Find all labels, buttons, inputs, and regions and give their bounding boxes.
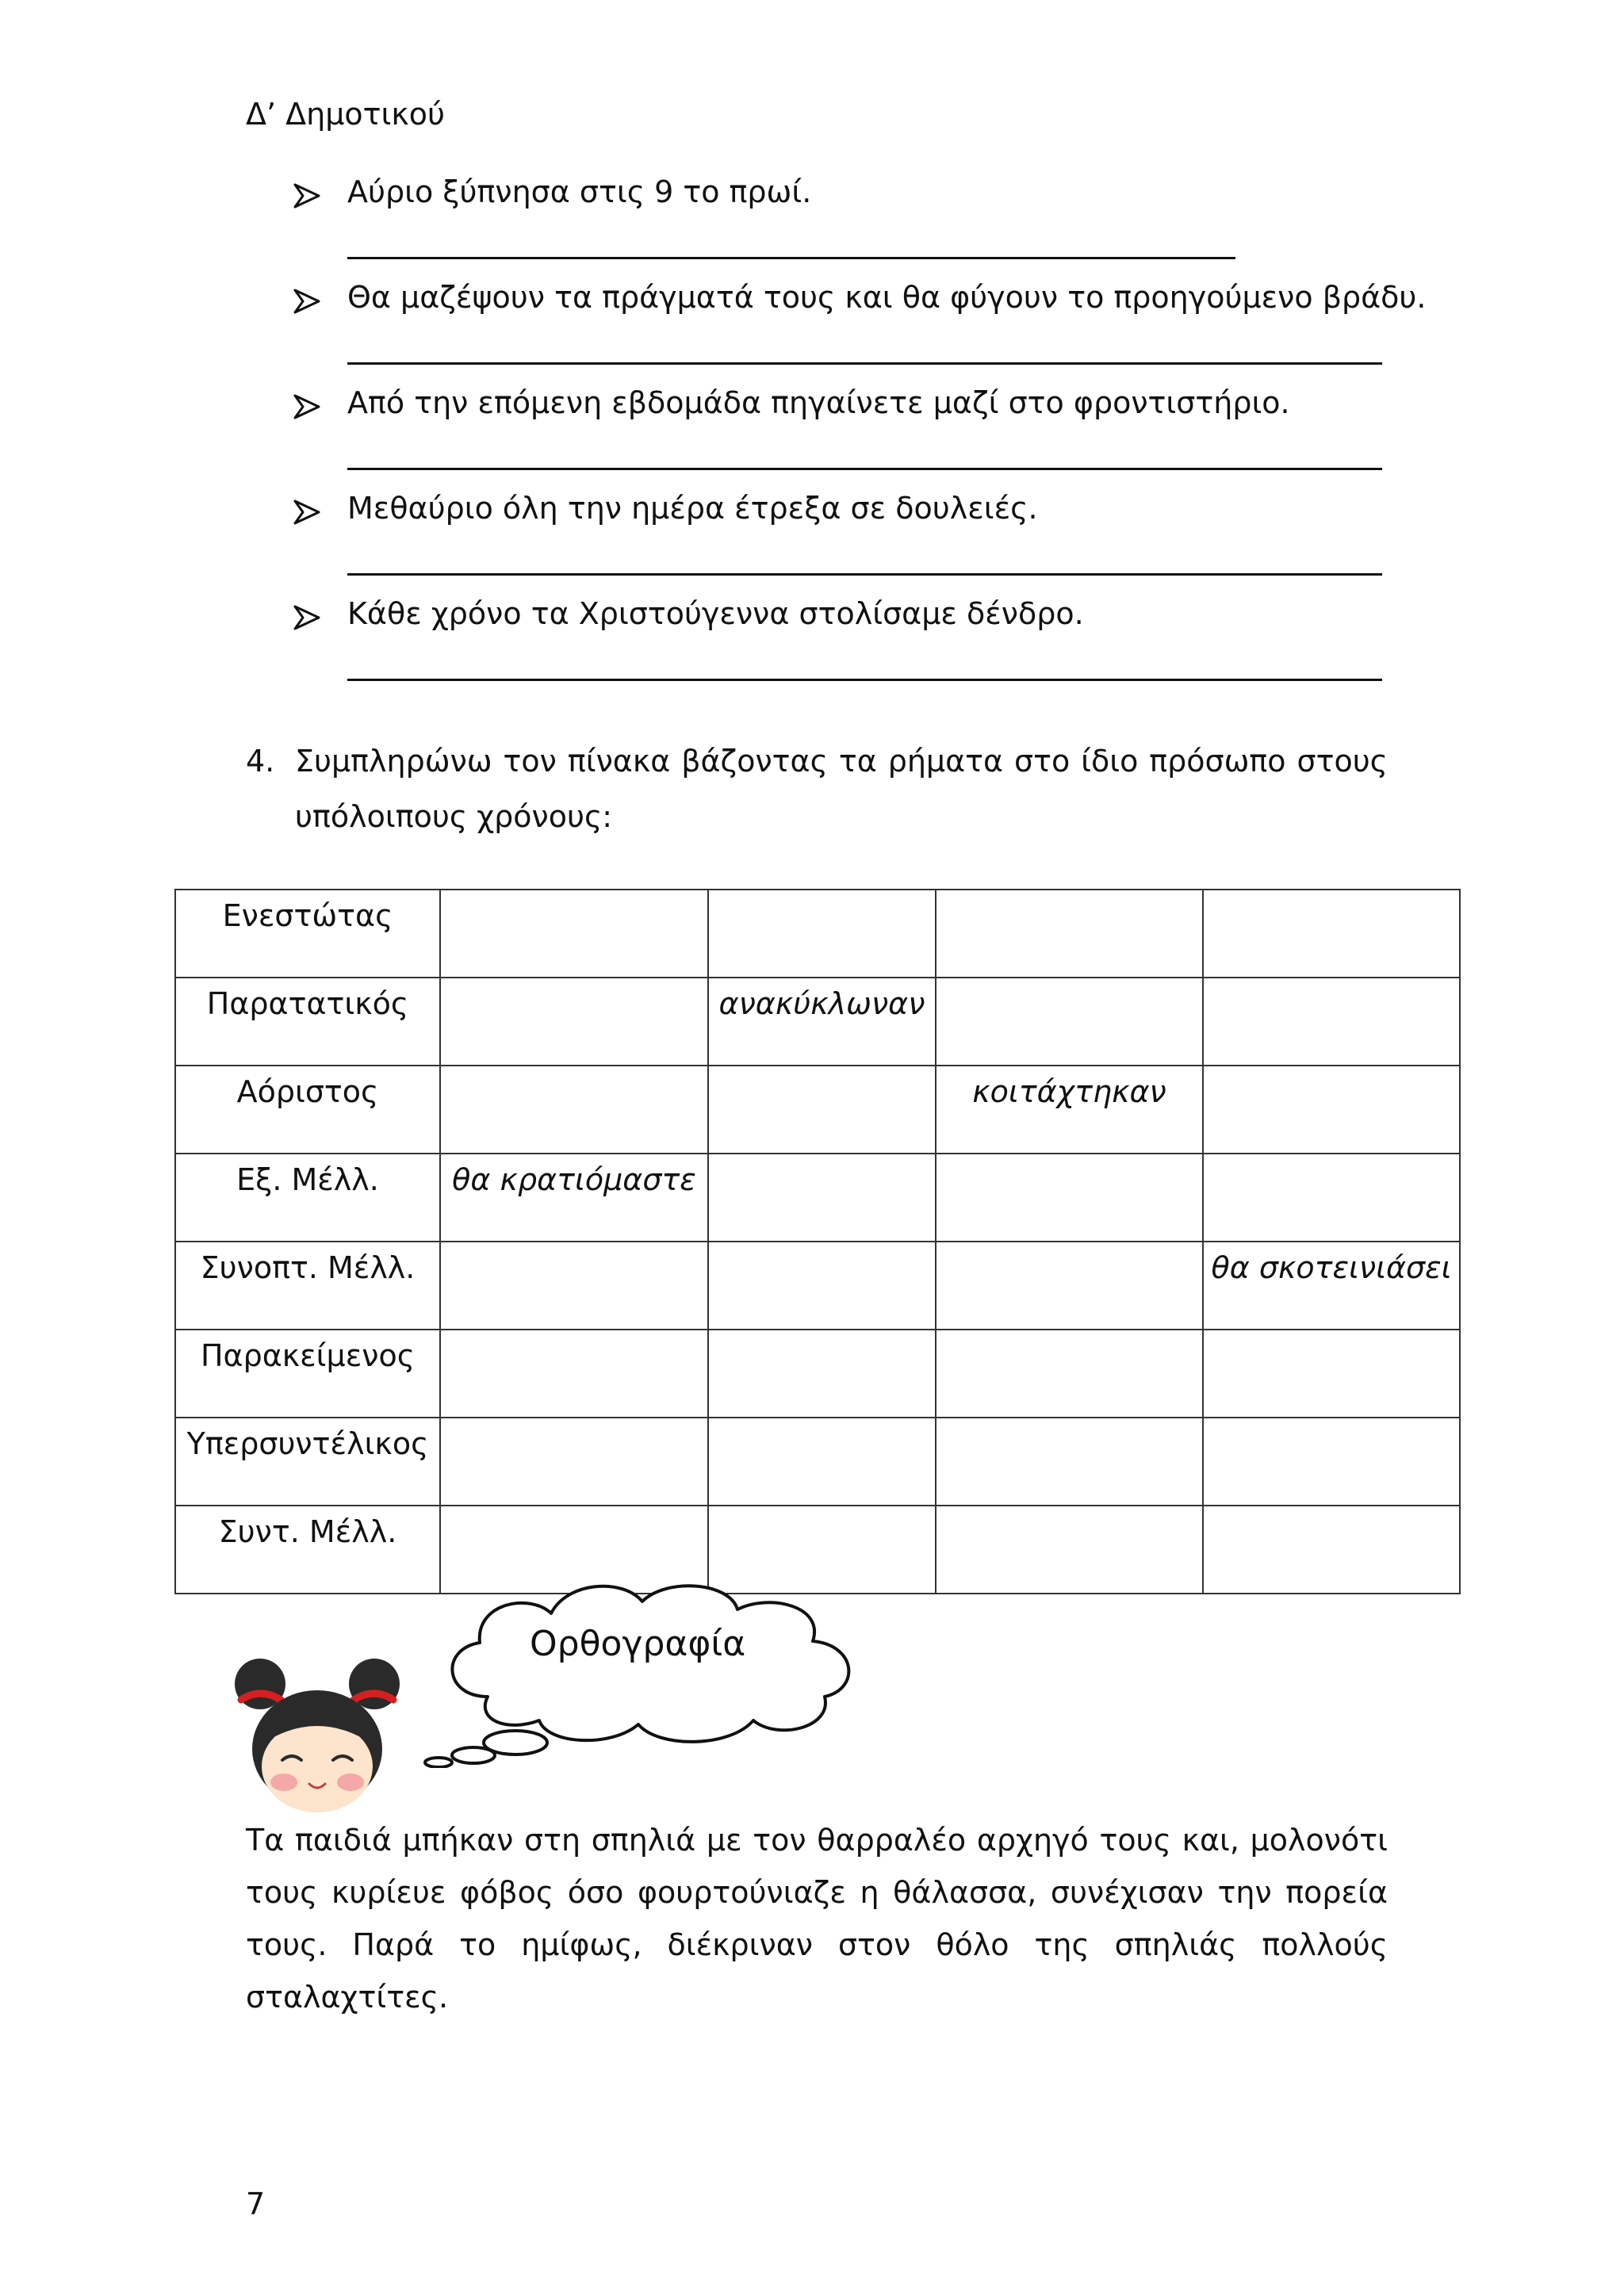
list-item (293, 491, 1404, 596)
table-cell[interactable] (1203, 1066, 1460, 1154)
table-cell[interactable] (708, 1154, 936, 1242)
tense-label: Αόριστος (175, 1066, 440, 1154)
table-cell[interactable] (1203, 1154, 1460, 1242)
tense-label: Παρακείμενος (175, 1330, 440, 1418)
table-cell[interactable]: θα σκοτεινιάσει (1203, 1242, 1460, 1330)
arrow-bullet-icon (293, 604, 320, 631)
table-cell[interactable] (440, 978, 708, 1066)
sentence-text: Κάθε χρόνο τα Χριστούγεννα στολίσαμε δένδρο. (347, 596, 1084, 631)
arrow-bullet-icon (293, 393, 320, 420)
tense-table (174, 889, 1461, 1594)
table-cell[interactable] (440, 1066, 708, 1154)
tense-label: Εξ. Μέλλ. (175, 1154, 440, 1242)
list-item (293, 174, 1404, 280)
table-cell[interactable] (936, 1418, 1203, 1506)
table-cell[interactable]: θα κρατιόμαστε (440, 1154, 708, 1242)
spelling-paragraph: Τα παιδιά μπήκαν στη σπηλιά με τον θαρραλέο αρχηγό τους και, μολονότι τους κυρίευε φόβος όσο φουρτούνιαζε η θάλασσα, συνέχισαν την πορεία τους. Παρά το ημίφως, διέκριναν στον θόλο της σπηλιάς πολλούς σταλαχτίτες. (246, 1823, 1388, 2015)
table-cell[interactable] (708, 1242, 936, 1330)
table-row (175, 1066, 1460, 1154)
table-cell[interactable] (708, 1330, 936, 1418)
girl-avatar-icon (230, 1655, 404, 1814)
table-cell[interactable] (936, 1242, 1203, 1330)
tense-label: Συνοπτ. Μέλλ. (175, 1242, 440, 1330)
list-item (293, 385, 1404, 491)
exercise-text-line1: Συμπληρώνω τον πίνακα βάζοντας τα ρήματα στο ίδιο πρόσωπο στους (295, 744, 1388, 779)
table-row (175, 890, 1460, 978)
table-cell[interactable] (936, 1506, 1203, 1594)
arrow-bullet-icon (293, 182, 320, 209)
exercise-number: 4. (246, 744, 275, 779)
sentence-text: Θα μαζέψουν τα πράγματά τους και θα φύγουν το προηγούμενο βράδυ. (347, 280, 1427, 315)
list-item (293, 596, 1404, 702)
table-row (175, 978, 1460, 1066)
table-cell[interactable] (708, 1066, 936, 1154)
table-cell[interactable] (708, 1418, 936, 1506)
spelling-title: Ορθογραφία (530, 1624, 746, 1664)
table-cell[interactable] (440, 1242, 708, 1330)
tense-label: Υπερσυντέλικος (175, 1418, 440, 1506)
table-cell[interactable] (936, 978, 1203, 1066)
answer-line[interactable] (347, 679, 1382, 681)
page-number: 7 (246, 2187, 266, 2221)
arrow-bullet-icon (293, 288, 320, 315)
table-cell[interactable]: ανακύκλωναν (708, 978, 936, 1066)
tense-label: Συντ. Μέλλ. (175, 1506, 440, 1594)
table-cell[interactable] (936, 1330, 1203, 1418)
table-row (175, 1330, 1460, 1418)
table-cell[interactable] (936, 1154, 1203, 1242)
tense-label: Παρατατικός (175, 978, 440, 1066)
page-header-grade: Δ’ Δημοτικού (246, 97, 446, 132)
table-row (175, 1418, 1460, 1506)
sentence-text: Από την επόμενη εβδομάδα πηγαίνετε μαζί στο φροντιστήριο. (347, 385, 1290, 420)
table-row (175, 1242, 1460, 1330)
table-cell[interactable]: κοιτάχτηκαν (936, 1066, 1203, 1154)
answer-line[interactable] (347, 573, 1382, 576)
table-cell[interactable] (440, 1418, 708, 1506)
table-cell[interactable] (936, 890, 1203, 978)
answer-line[interactable] (347, 362, 1382, 365)
exercise-text-line2: υπόλοιπους χρόνους: (295, 799, 613, 834)
table-cell[interactable] (1203, 890, 1460, 978)
tense-label: Ενεστώτας (175, 890, 440, 978)
sentence-list (293, 174, 1427, 702)
answer-line[interactable] (347, 468, 1382, 470)
sentence-text: Μεθαύριο όλη την ημέρα έτρεξα σε δουλειές. (347, 491, 1038, 526)
table-cell[interactable] (1203, 978, 1460, 1066)
thought-cloud-icon (412, 1578, 872, 1768)
table-row (175, 1154, 1460, 1242)
sentence-text: Αύριο ξύπνησα στις 9 το πρωί. (347, 174, 812, 209)
list-item (293, 280, 1427, 385)
table-cell[interactable] (440, 890, 708, 978)
table-cell[interactable] (440, 1330, 708, 1418)
table-cell[interactable] (1203, 1330, 1460, 1418)
table-cell[interactable] (1203, 1418, 1460, 1506)
table-cell[interactable] (1203, 1506, 1460, 1594)
arrow-bullet-icon (293, 499, 320, 526)
table-cell[interactable] (708, 890, 936, 978)
answer-line[interactable] (347, 257, 1235, 259)
